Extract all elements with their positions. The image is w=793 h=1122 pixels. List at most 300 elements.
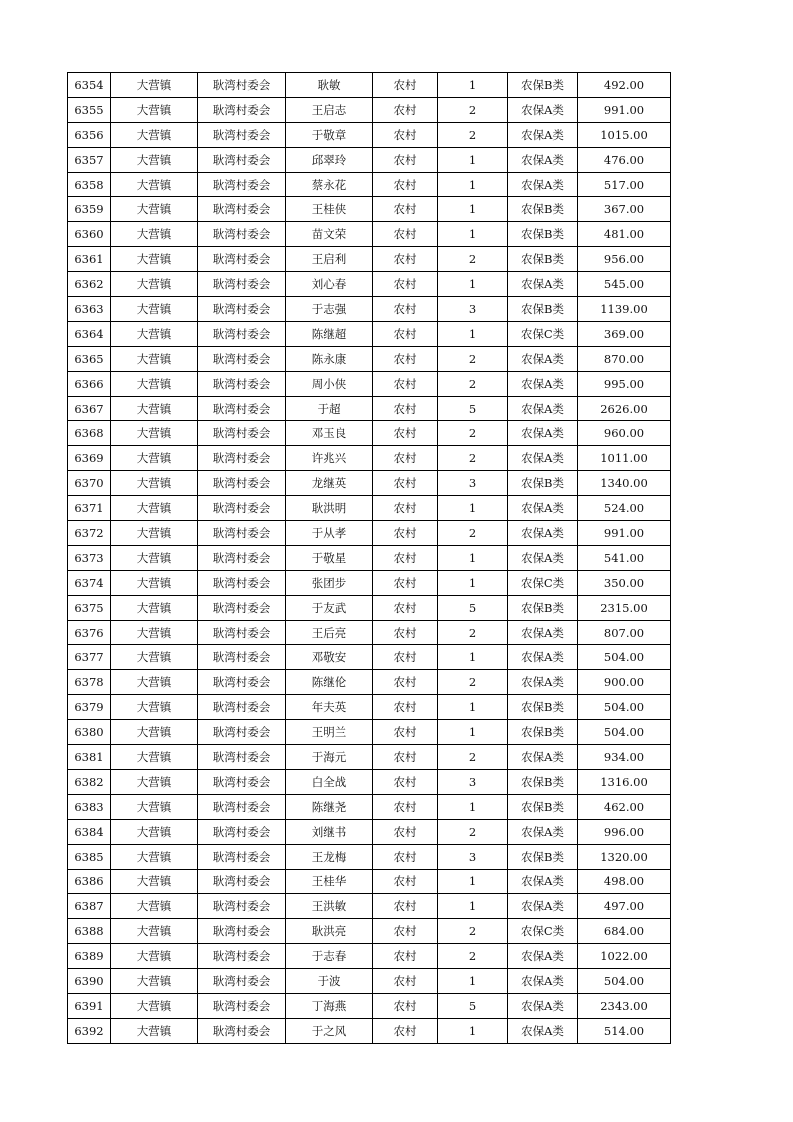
insurance-category-cell: 农保A类 xyxy=(508,745,578,770)
household-count-cell: 1 xyxy=(438,321,508,346)
row-id-cell: 6389 xyxy=(68,944,111,969)
area-type-cell: 农村 xyxy=(373,122,438,147)
name-cell: 王桂侠 xyxy=(286,197,373,222)
village-committee-cell: 耿湾村委会 xyxy=(198,147,286,172)
table-row xyxy=(68,969,671,994)
town-cell: 大营镇 xyxy=(111,670,198,695)
town-cell: 大营镇 xyxy=(111,446,198,471)
area-type-cell: 农村 xyxy=(373,869,438,894)
household-count-cell: 2 xyxy=(438,346,508,371)
table-row xyxy=(68,172,671,197)
village-committee-cell: 耿湾村委会 xyxy=(198,97,286,122)
amount-cell: 350.00 xyxy=(578,570,671,595)
town-cell: 大营镇 xyxy=(111,993,198,1018)
name-cell: 刘心春 xyxy=(286,272,373,297)
name-cell: 龙继英 xyxy=(286,471,373,496)
area-type-cell: 农村 xyxy=(373,371,438,396)
insurance-category-cell: 农保A类 xyxy=(508,620,578,645)
insurance-category-cell: 农保A类 xyxy=(508,122,578,147)
amount-cell: 991.00 xyxy=(578,97,671,122)
name-cell: 许兆兴 xyxy=(286,446,373,471)
name-cell: 王明兰 xyxy=(286,720,373,745)
area-type-cell: 农村 xyxy=(373,197,438,222)
amount-cell: 1015.00 xyxy=(578,122,671,147)
insurance-category-cell: 农保A类 xyxy=(508,869,578,894)
row-id-cell: 6383 xyxy=(68,794,111,819)
amount-cell: 1139.00 xyxy=(578,297,671,322)
table-row xyxy=(68,869,671,894)
insurance-category-cell: 农保A类 xyxy=(508,396,578,421)
amount-cell: 2315.00 xyxy=(578,595,671,620)
area-type-cell: 农村 xyxy=(373,919,438,944)
name-cell: 刘继书 xyxy=(286,819,373,844)
area-type-cell: 农村 xyxy=(373,844,438,869)
insurance-category-cell: 农保A类 xyxy=(508,894,578,919)
name-cell: 于之风 xyxy=(286,1018,373,1043)
row-id-cell: 6364 xyxy=(68,321,111,346)
town-cell: 大营镇 xyxy=(111,570,198,595)
household-count-cell: 2 xyxy=(438,521,508,546)
area-type-cell: 农村 xyxy=(373,794,438,819)
name-cell: 于志春 xyxy=(286,944,373,969)
row-id-cell: 6358 xyxy=(68,172,111,197)
table-row xyxy=(68,894,671,919)
area-type-cell: 农村 xyxy=(373,97,438,122)
village-committee-cell: 耿湾村委会 xyxy=(198,197,286,222)
insurance-category-cell: 农保A类 xyxy=(508,496,578,521)
name-cell: 耿洪亮 xyxy=(286,919,373,944)
table-row xyxy=(68,695,671,720)
table-row xyxy=(68,570,671,595)
row-id-cell: 6373 xyxy=(68,545,111,570)
area-type-cell: 农村 xyxy=(373,570,438,595)
amount-cell: 1011.00 xyxy=(578,446,671,471)
town-cell: 大营镇 xyxy=(111,620,198,645)
town-cell: 大营镇 xyxy=(111,819,198,844)
village-committee-cell: 耿湾村委会 xyxy=(198,670,286,695)
name-cell: 于从孝 xyxy=(286,521,373,546)
name-cell: 于敬章 xyxy=(286,122,373,147)
amount-cell: 545.00 xyxy=(578,272,671,297)
name-cell: 于波 xyxy=(286,969,373,994)
insurance-category-cell: 农保A类 xyxy=(508,670,578,695)
area-type-cell: 农村 xyxy=(373,297,438,322)
town-cell: 大营镇 xyxy=(111,545,198,570)
town-cell: 大营镇 xyxy=(111,321,198,346)
household-count-cell: 3 xyxy=(438,471,508,496)
row-id-cell: 6372 xyxy=(68,521,111,546)
row-id-cell: 6392 xyxy=(68,1018,111,1043)
household-count-cell: 1 xyxy=(438,272,508,297)
insurance-category-cell: 农保B类 xyxy=(508,794,578,819)
village-committee-cell: 耿湾村委会 xyxy=(198,321,286,346)
household-count-cell: 1 xyxy=(438,969,508,994)
area-type-cell: 农村 xyxy=(373,620,438,645)
area-type-cell: 农村 xyxy=(373,969,438,994)
row-id-cell: 6356 xyxy=(68,122,111,147)
town-cell: 大营镇 xyxy=(111,919,198,944)
insurance-category-cell: 农保A类 xyxy=(508,645,578,670)
household-count-cell: 3 xyxy=(438,844,508,869)
area-type-cell: 农村 xyxy=(373,272,438,297)
insurance-category-cell: 农保A类 xyxy=(508,993,578,1018)
row-id-cell: 6361 xyxy=(68,247,111,272)
insurance-category-cell: 农保C类 xyxy=(508,570,578,595)
household-count-cell: 1 xyxy=(438,794,508,819)
area-type-cell: 农村 xyxy=(373,1018,438,1043)
town-cell: 大营镇 xyxy=(111,172,198,197)
amount-cell: 956.00 xyxy=(578,247,671,272)
row-id-cell: 6387 xyxy=(68,894,111,919)
area-type-cell: 农村 xyxy=(373,745,438,770)
amount-cell: 369.00 xyxy=(578,321,671,346)
name-cell: 王龙梅 xyxy=(286,844,373,869)
row-id-cell: 6354 xyxy=(68,73,111,98)
table-row xyxy=(68,197,671,222)
insurance-category-cell: 农保A类 xyxy=(508,97,578,122)
row-id-cell: 6384 xyxy=(68,819,111,844)
name-cell: 于志强 xyxy=(286,297,373,322)
area-type-cell: 农村 xyxy=(373,595,438,620)
name-cell: 年夫英 xyxy=(286,695,373,720)
row-id-cell: 6379 xyxy=(68,695,111,720)
village-committee-cell: 耿湾村委会 xyxy=(198,969,286,994)
village-committee-cell: 耿湾村委会 xyxy=(198,346,286,371)
amount-cell: 1316.00 xyxy=(578,769,671,794)
town-cell: 大营镇 xyxy=(111,346,198,371)
table-row xyxy=(68,745,671,770)
row-id-cell: 6355 xyxy=(68,97,111,122)
village-committee-cell: 耿湾村委会 xyxy=(198,73,286,98)
village-committee-cell: 耿湾村委会 xyxy=(198,446,286,471)
name-cell: 于友武 xyxy=(286,595,373,620)
amount-cell: 498.00 xyxy=(578,869,671,894)
name-cell: 陈继超 xyxy=(286,321,373,346)
household-count-cell: 1 xyxy=(438,695,508,720)
village-committee-cell: 耿湾村委会 xyxy=(198,894,286,919)
town-cell: 大营镇 xyxy=(111,794,198,819)
village-committee-cell: 耿湾村委会 xyxy=(198,421,286,446)
household-count-cell: 2 xyxy=(438,919,508,944)
insurance-category-cell: 农保B类 xyxy=(508,844,578,869)
area-type-cell: 农村 xyxy=(373,993,438,1018)
household-count-cell: 1 xyxy=(438,645,508,670)
insurance-category-cell: 农保A类 xyxy=(508,819,578,844)
amount-cell: 504.00 xyxy=(578,645,671,670)
town-cell: 大营镇 xyxy=(111,122,198,147)
name-cell: 王启志 xyxy=(286,97,373,122)
household-count-cell: 2 xyxy=(438,670,508,695)
village-committee-cell: 耿湾村委会 xyxy=(198,496,286,521)
row-id-cell: 6385 xyxy=(68,844,111,869)
amount-cell: 504.00 xyxy=(578,720,671,745)
town-cell: 大营镇 xyxy=(111,197,198,222)
insurance-category-cell: 农保B类 xyxy=(508,595,578,620)
town-cell: 大营镇 xyxy=(111,147,198,172)
insurance-category-cell: 农保B类 xyxy=(508,297,578,322)
row-id-cell: 6362 xyxy=(68,272,111,297)
amount-cell: 995.00 xyxy=(578,371,671,396)
row-id-cell: 6366 xyxy=(68,371,111,396)
table-row xyxy=(68,521,671,546)
row-id-cell: 6382 xyxy=(68,769,111,794)
name-cell: 王洪敏 xyxy=(286,894,373,919)
name-cell: 蔡永花 xyxy=(286,172,373,197)
table-row xyxy=(68,346,671,371)
village-committee-cell: 耿湾村委会 xyxy=(198,297,286,322)
town-cell: 大营镇 xyxy=(111,471,198,496)
row-id-cell: 6359 xyxy=(68,197,111,222)
table-row xyxy=(68,769,671,794)
household-count-cell: 1 xyxy=(438,720,508,745)
name-cell: 周小侠 xyxy=(286,371,373,396)
name-cell: 苗文荣 xyxy=(286,222,373,247)
insurance-category-cell: 农保A类 xyxy=(508,969,578,994)
village-committee-cell: 耿湾村委会 xyxy=(198,122,286,147)
amount-cell: 2343.00 xyxy=(578,993,671,1018)
village-committee-cell: 耿湾村委会 xyxy=(198,919,286,944)
village-committee-cell: 耿湾村委会 xyxy=(198,222,286,247)
village-committee-cell: 耿湾村委会 xyxy=(198,371,286,396)
table-row xyxy=(68,844,671,869)
name-cell: 张团步 xyxy=(286,570,373,595)
area-type-cell: 农村 xyxy=(373,944,438,969)
amount-cell: 684.00 xyxy=(578,919,671,944)
insurance-category-cell: 农保A类 xyxy=(508,346,578,371)
household-count-cell: 2 xyxy=(438,745,508,770)
village-committee-cell: 耿湾村委会 xyxy=(198,645,286,670)
row-id-cell: 6390 xyxy=(68,969,111,994)
table-row xyxy=(68,147,671,172)
name-cell: 耿洪明 xyxy=(286,496,373,521)
table-row xyxy=(68,222,671,247)
household-count-cell: 2 xyxy=(438,371,508,396)
row-id-cell: 6376 xyxy=(68,620,111,645)
household-count-cell: 2 xyxy=(438,446,508,471)
area-type-cell: 农村 xyxy=(373,894,438,919)
amount-cell: 2626.00 xyxy=(578,396,671,421)
town-cell: 大营镇 xyxy=(111,745,198,770)
village-committee-cell: 耿湾村委会 xyxy=(198,620,286,645)
village-committee-cell: 耿湾村委会 xyxy=(198,993,286,1018)
insurance-category-cell: 农保A类 xyxy=(508,545,578,570)
row-id-cell: 6360 xyxy=(68,222,111,247)
name-cell: 王后亮 xyxy=(286,620,373,645)
table-row xyxy=(68,122,671,147)
village-committee-cell: 耿湾村委会 xyxy=(198,1018,286,1043)
insurance-category-cell: 农保B类 xyxy=(508,471,578,496)
household-count-cell: 5 xyxy=(438,396,508,421)
insurance-category-cell: 农保B类 xyxy=(508,247,578,272)
town-cell: 大营镇 xyxy=(111,720,198,745)
amount-cell: 524.00 xyxy=(578,496,671,521)
name-cell: 王桂华 xyxy=(286,869,373,894)
village-committee-cell: 耿湾村委会 xyxy=(198,819,286,844)
town-cell: 大营镇 xyxy=(111,1018,198,1043)
row-id-cell: 6374 xyxy=(68,570,111,595)
village-committee-cell: 耿湾村委会 xyxy=(198,745,286,770)
amount-cell: 504.00 xyxy=(578,969,671,994)
area-type-cell: 农村 xyxy=(373,720,438,745)
name-cell: 邱翠玲 xyxy=(286,147,373,172)
town-cell: 大营镇 xyxy=(111,396,198,421)
amount-cell: 481.00 xyxy=(578,222,671,247)
village-committee-cell: 耿湾村委会 xyxy=(198,172,286,197)
table-row xyxy=(68,1018,671,1043)
table-row xyxy=(68,321,671,346)
row-id-cell: 6388 xyxy=(68,919,111,944)
table-row xyxy=(68,670,671,695)
table-row xyxy=(68,993,671,1018)
household-count-cell: 1 xyxy=(438,73,508,98)
insurance-category-cell: 农保B类 xyxy=(508,222,578,247)
amount-cell: 462.00 xyxy=(578,794,671,819)
amount-cell: 934.00 xyxy=(578,745,671,770)
name-cell: 于敬星 xyxy=(286,545,373,570)
insurance-category-cell: 农保A类 xyxy=(508,1018,578,1043)
insurance-category-cell: 农保A类 xyxy=(508,172,578,197)
town-cell: 大营镇 xyxy=(111,297,198,322)
household-count-cell: 2 xyxy=(438,247,508,272)
household-count-cell: 2 xyxy=(438,620,508,645)
town-cell: 大营镇 xyxy=(111,272,198,297)
table-row xyxy=(68,496,671,521)
row-id-cell: 6391 xyxy=(68,993,111,1018)
table-row xyxy=(68,595,671,620)
insurance-category-cell: 农保A类 xyxy=(508,147,578,172)
table-body xyxy=(68,73,671,1044)
table-row xyxy=(68,297,671,322)
amount-cell: 1022.00 xyxy=(578,944,671,969)
area-type-cell: 农村 xyxy=(373,421,438,446)
town-cell: 大营镇 xyxy=(111,247,198,272)
village-committee-cell: 耿湾村委会 xyxy=(198,944,286,969)
name-cell: 王启利 xyxy=(286,247,373,272)
village-committee-cell: 耿湾村委会 xyxy=(198,471,286,496)
household-count-cell: 1 xyxy=(438,147,508,172)
village-committee-cell: 耿湾村委会 xyxy=(198,545,286,570)
row-id-cell: 6377 xyxy=(68,645,111,670)
row-id-cell: 6375 xyxy=(68,595,111,620)
table-row xyxy=(68,396,671,421)
table-row xyxy=(68,720,671,745)
area-type-cell: 农村 xyxy=(373,819,438,844)
area-type-cell: 农村 xyxy=(373,247,438,272)
insurance-category-cell: 农保B类 xyxy=(508,769,578,794)
household-count-cell: 5 xyxy=(438,993,508,1018)
amount-cell: 991.00 xyxy=(578,521,671,546)
table-row xyxy=(68,620,671,645)
row-id-cell: 6369 xyxy=(68,446,111,471)
name-cell: 陈永康 xyxy=(286,346,373,371)
table-row xyxy=(68,471,671,496)
amount-cell: 870.00 xyxy=(578,346,671,371)
town-cell: 大营镇 xyxy=(111,421,198,446)
area-type-cell: 农村 xyxy=(373,545,438,570)
name-cell: 于海元 xyxy=(286,745,373,770)
household-count-cell: 1 xyxy=(438,545,508,570)
town-cell: 大营镇 xyxy=(111,97,198,122)
household-count-cell: 1 xyxy=(438,570,508,595)
area-type-cell: 农村 xyxy=(373,695,438,720)
insurance-category-cell: 农保C类 xyxy=(508,919,578,944)
amount-cell: 517.00 xyxy=(578,172,671,197)
name-cell: 耿敏 xyxy=(286,73,373,98)
household-count-cell: 1 xyxy=(438,869,508,894)
table-row xyxy=(68,371,671,396)
area-type-cell: 农村 xyxy=(373,321,438,346)
row-id-cell: 6368 xyxy=(68,421,111,446)
village-committee-cell: 耿湾村委会 xyxy=(198,396,286,421)
village-committee-cell: 耿湾村委会 xyxy=(198,595,286,620)
town-cell: 大营镇 xyxy=(111,844,198,869)
town-cell: 大营镇 xyxy=(111,521,198,546)
amount-cell: 497.00 xyxy=(578,894,671,919)
household-count-cell: 3 xyxy=(438,297,508,322)
table-row xyxy=(68,819,671,844)
area-type-cell: 农村 xyxy=(373,172,438,197)
insurance-category-cell: 农保A类 xyxy=(508,446,578,471)
area-type-cell: 农村 xyxy=(373,73,438,98)
row-id-cell: 6367 xyxy=(68,396,111,421)
row-id-cell: 6363 xyxy=(68,297,111,322)
insurance-category-cell: 农保B类 xyxy=(508,197,578,222)
town-cell: 大营镇 xyxy=(111,969,198,994)
town-cell: 大营镇 xyxy=(111,496,198,521)
amount-cell: 476.00 xyxy=(578,147,671,172)
name-cell: 邓敬安 xyxy=(286,645,373,670)
village-committee-cell: 耿湾村委会 xyxy=(198,769,286,794)
village-committee-cell: 耿湾村委会 xyxy=(198,695,286,720)
table-row xyxy=(68,919,671,944)
amount-cell: 367.00 xyxy=(578,197,671,222)
household-count-cell: 2 xyxy=(438,944,508,969)
area-type-cell: 农村 xyxy=(373,521,438,546)
town-cell: 大营镇 xyxy=(111,894,198,919)
table-row xyxy=(68,421,671,446)
insurance-category-cell: 农保A类 xyxy=(508,421,578,446)
household-count-cell: 1 xyxy=(438,197,508,222)
insurance-category-cell: 农保B类 xyxy=(508,695,578,720)
town-cell: 大营镇 xyxy=(111,869,198,894)
table-row xyxy=(68,446,671,471)
name-cell: 于超 xyxy=(286,396,373,421)
row-id-cell: 6357 xyxy=(68,147,111,172)
village-committee-cell: 耿湾村委会 xyxy=(198,272,286,297)
amount-cell: 960.00 xyxy=(578,421,671,446)
household-count-cell: 1 xyxy=(438,172,508,197)
table-row xyxy=(68,272,671,297)
area-type-cell: 农村 xyxy=(373,222,438,247)
village-committee-cell: 耿湾村委会 xyxy=(198,869,286,894)
amount-cell: 504.00 xyxy=(578,695,671,720)
town-cell: 大营镇 xyxy=(111,222,198,247)
town-cell: 大营镇 xyxy=(111,695,198,720)
village-committee-cell: 耿湾村委会 xyxy=(198,794,286,819)
village-committee-cell: 耿湾村委会 xyxy=(198,570,286,595)
household-count-cell: 2 xyxy=(438,421,508,446)
name-cell: 丁海燕 xyxy=(286,993,373,1018)
insurance-category-cell: 农保C类 xyxy=(508,321,578,346)
amount-cell: 996.00 xyxy=(578,819,671,844)
amount-cell: 1320.00 xyxy=(578,844,671,869)
area-type-cell: 农村 xyxy=(373,769,438,794)
amount-cell: 514.00 xyxy=(578,1018,671,1043)
area-type-cell: 农村 xyxy=(373,471,438,496)
table-row xyxy=(68,247,671,272)
village-committee-cell: 耿湾村委会 xyxy=(198,844,286,869)
name-cell: 陈继伦 xyxy=(286,670,373,695)
